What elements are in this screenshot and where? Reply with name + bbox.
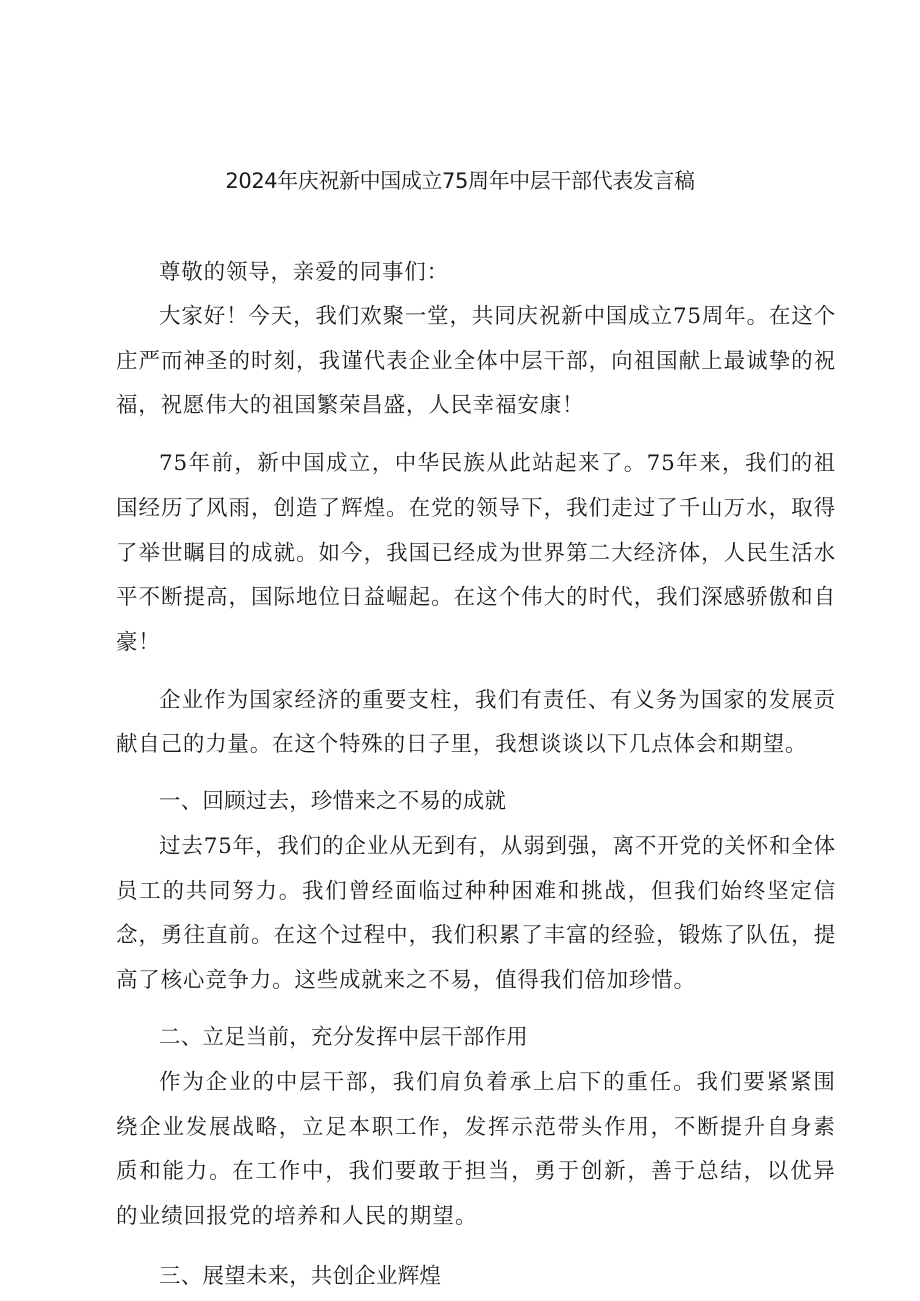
paragraph-responsibility: 企业作为国家经济的重要支柱，我们有责任、有义务为国家的发展贡献自己的力量。在这个特殊的日子里，我想谈谈以下几点体会和期望。	[116, 687, 836, 758]
paragraph-opening: 大家好！今天，我们欢聚一堂，共同庆祝新中国成立75周年。在这个庄严而神圣的时刻，我谨代表企业全体中层干部，向祖国献上最诚挚的祝福，祝愿伟大的祖国繁荣昌盛，人民幸福安康！	[116, 304, 836, 419]
document-body	[116, 255, 836, 1300]
section-heading-present: 二、立足当前，充分发挥中层干部作用	[159, 1024, 528, 1050]
document-title: 2024年庆祝新中国成立75周年中层干部代表发言稿	[225, 169, 695, 193]
section-heading-future: 三、展望未来，共创企业辉煌	[159, 1263, 442, 1289]
section-heading-review: 一、回顾过去，珍惜来之不易的成就	[159, 789, 507, 815]
paragraph-history: 75年前，新中国成立，中华民族从此站起来了。75年来，我们的祖国经历了风雨，创造了辉煌。在党的领导下，我们走过了千山万水，取得了举世瞩目的成就。如今，我国已经成为世界第二大经济体，人民生活水平不断提高，国际地位日益崛起。在这个伟大的时代，我们深感骄傲和自豪！	[116, 451, 836, 655]
greeting: 尊敬的领导，亲爱的同事们：	[159, 260, 449, 285]
section-text-review: 过去75年，我们的企业从无到有，从弱到强，离不开党的关怀和全体员工的共同努力。我们曾经面临过种种困难和挑战，但我们始终坚定信念，勇往直前。在这个过程中，我们积累了丰富的经验，锻炼了队伍，提高了核心竞争力。这些成就来之不易，值得我们倍加珍惜。	[116, 834, 836, 994]
section-text-present: 作为企业的中层干部，我们肩负着承上启下的重任。我们要紧紧围绕企业发展战略，立足本职工作，发挥示范带头作用，不断提升自身素质和能力。在工作中，我们要敢于担当，勇于创新，善于总结，以优异的业绩回报党的培养和人民的期望。	[116, 1069, 836, 1229]
